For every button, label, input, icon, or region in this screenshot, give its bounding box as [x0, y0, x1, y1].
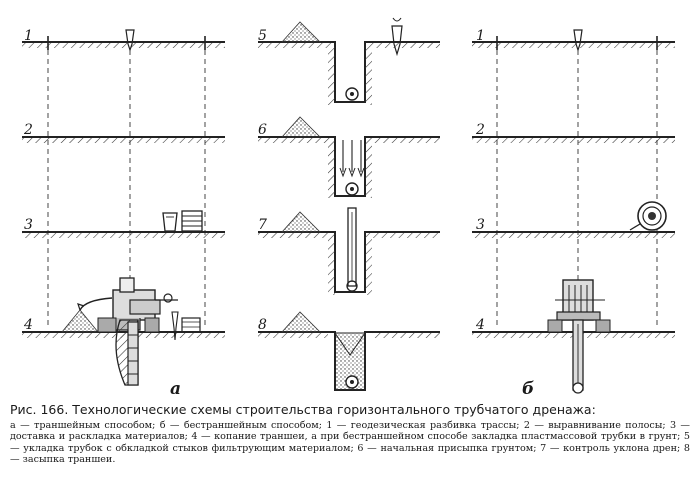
- scheme-a-4: [22, 278, 225, 385]
- row-number: 1: [476, 28, 485, 44]
- column-a: [22, 30, 225, 385]
- scheme-a-1: [22, 30, 225, 50]
- scheme-b-8: [258, 312, 440, 390]
- row-number: 8: [258, 317, 267, 333]
- row-number: 4: [24, 317, 33, 333]
- row-number: 6: [258, 122, 267, 138]
- row-number: 1: [24, 28, 33, 44]
- row-number: 3: [24, 217, 33, 233]
- scheme-b-5: [258, 18, 440, 105]
- column-c: [472, 30, 675, 393]
- row-number: 3: [476, 217, 485, 233]
- scheme-b-6: [258, 117, 440, 198]
- row-numbers-c: [475, 28, 485, 333]
- scheme-a-3: [22, 211, 225, 238]
- row-number: 2: [24, 122, 33, 138]
- panel-label-b: б: [522, 379, 535, 399]
- row-number: 4: [476, 317, 485, 333]
- figure-caption: [10, 402, 690, 466]
- row-numbers-a: [23, 28, 33, 333]
- scheme-c-2: [472, 137, 675, 143]
- scheme-a-2: [22, 137, 225, 143]
- row-numbers-b: [258, 28, 267, 333]
- scheme-c-3: [472, 202, 675, 238]
- row-number: 7: [258, 217, 267, 233]
- row-number: 2: [476, 122, 485, 138]
- scheme-b-7: [258, 208, 440, 295]
- caption-body: а — траншейным способом; б — бестраншейным способом; 1 — геодезическая разбивка трассы; 2 — выравнивание полосы; 3 — доставка и раскладка материалов; 4 — копание траншеи, а при бестраншейном способе закладка пластмассовой трубки в грунт; 5 — укладка трубок с обкладкой стыков фильтрующим материалом; 6 — начальная присыпка грунтом; 7 — контроль уклона дрен; 8 — засыпка траншеи.: [10, 420, 690, 466]
- caption-title: Рис. 166. Технологические схемы строительства горизонтального трубчатого дренажа:: [10, 402, 596, 417]
- panel-label-a: а: [170, 379, 182, 399]
- scheme-c-4: [472, 280, 675, 393]
- row-number: 5: [258, 28, 267, 44]
- column-b: [258, 18, 440, 390]
- scheme-c-1: [472, 30, 675, 50]
